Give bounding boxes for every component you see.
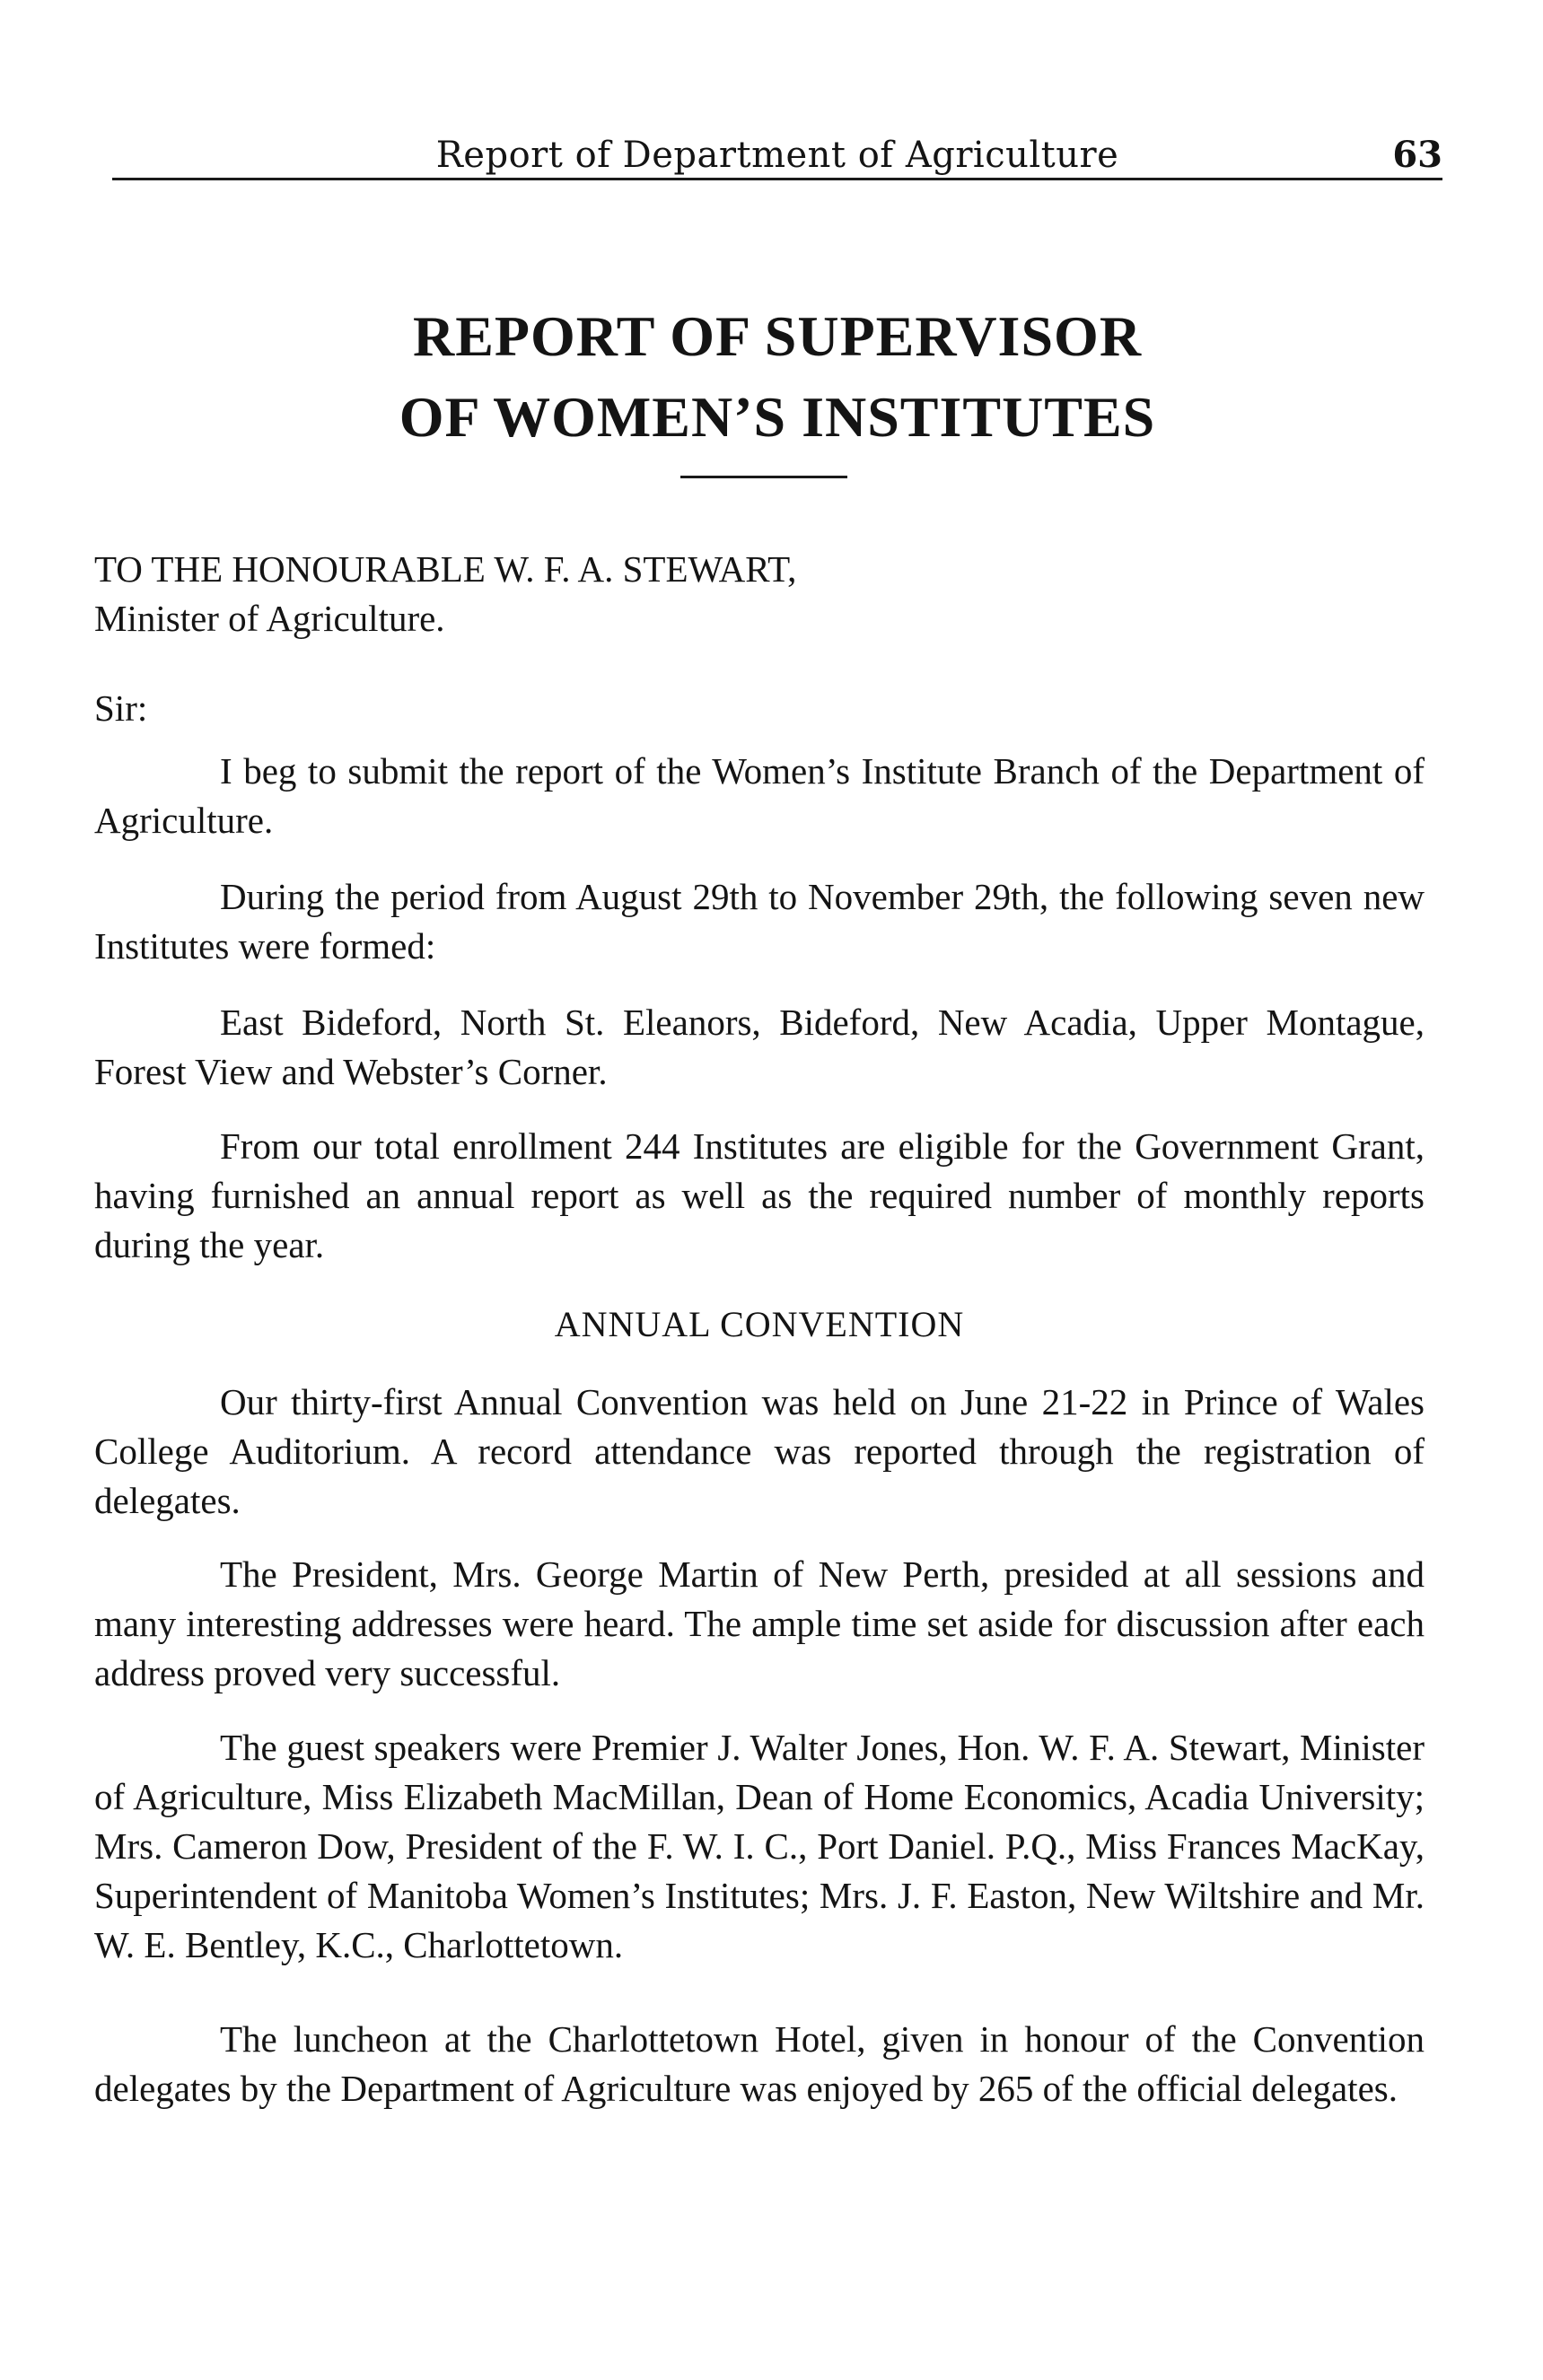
addressee-line: TO THE HONOURABLE W. F. A. STEWART,	[94, 548, 797, 590]
page-number: 63	[1392, 134, 1442, 176]
paragraph-luncheon: The luncheon at the Charlottetown Hotel, given in honour of the Convention delegates by the Department of Agriculture was enjoyed by 265 of the official delegates.	[94, 2018, 1425, 2109]
page-title	[112, 296, 1442, 458]
running-title: Report of Department of Agriculture	[435, 135, 1119, 176]
paragraph-government-grant: From our total enrollment 244 Institutes are eligible for the Government Grant, having furnished an annual report as well as the required number of monthly reports during the year.	[94, 1125, 1425, 1265]
addressee-title: Minister of Agriculture.	[94, 598, 445, 639]
paragraph-president: The President, Mrs. George Martin of New Perth, presided at all sessions and many interesting addresses were heard. The ample time set aside for discussion after each address proved very successful.	[94, 1553, 1425, 1693]
paragraph-convention: Our thirty-first Annual Convention was held on June 21-22 in Prince of Wales College Auditorium. A record attendance was reported through the registration of delegates.	[94, 1381, 1425, 1521]
section-heading: ANNUAL CONVENTION	[554, 1304, 965, 1344]
title-divider	[680, 476, 847, 478]
page-title-line-1: REPORT OF SUPERVISOR	[412, 304, 1143, 368]
salutation: Sir:	[94, 687, 148, 729]
running-header	[112, 133, 1442, 180]
page-title-line-2: OF WOMEN’S INSTITUTES	[399, 385, 1156, 449]
paragraph-submission: I beg to submit the report of the Women’s Institute Branch of the Department of Agriculture.	[94, 750, 1425, 841]
paragraph-guest-speakers: The guest speakers were Premier J. Walter Jones, Hon. W. F. A. Stewart, Minister of Agriculture, Miss Elizabeth MacMillan, Dean of Home Economics, Acadia University; Mrs. Cameron Dow, President of the F. W. I. C., Port Daniel. P.Q., Miss Frances MacKay, Superintendent of Manitoba Women’s Institutes; Mrs. J. F. Easton, New Wiltshire and Mr. W. E. Bentley, K.C., Charlottetown.	[94, 1727, 1425, 1965]
paragraph-new-institutes: During the period from August 29th to November 29th, the following seven new Institutes were formed:	[94, 876, 1425, 967]
paragraph-institute-list: East Bideford, North St. Eleanors, Bideford, New Acadia, Upper Montague, Forest View and Webster’s Corner.	[94, 1002, 1425, 1092]
